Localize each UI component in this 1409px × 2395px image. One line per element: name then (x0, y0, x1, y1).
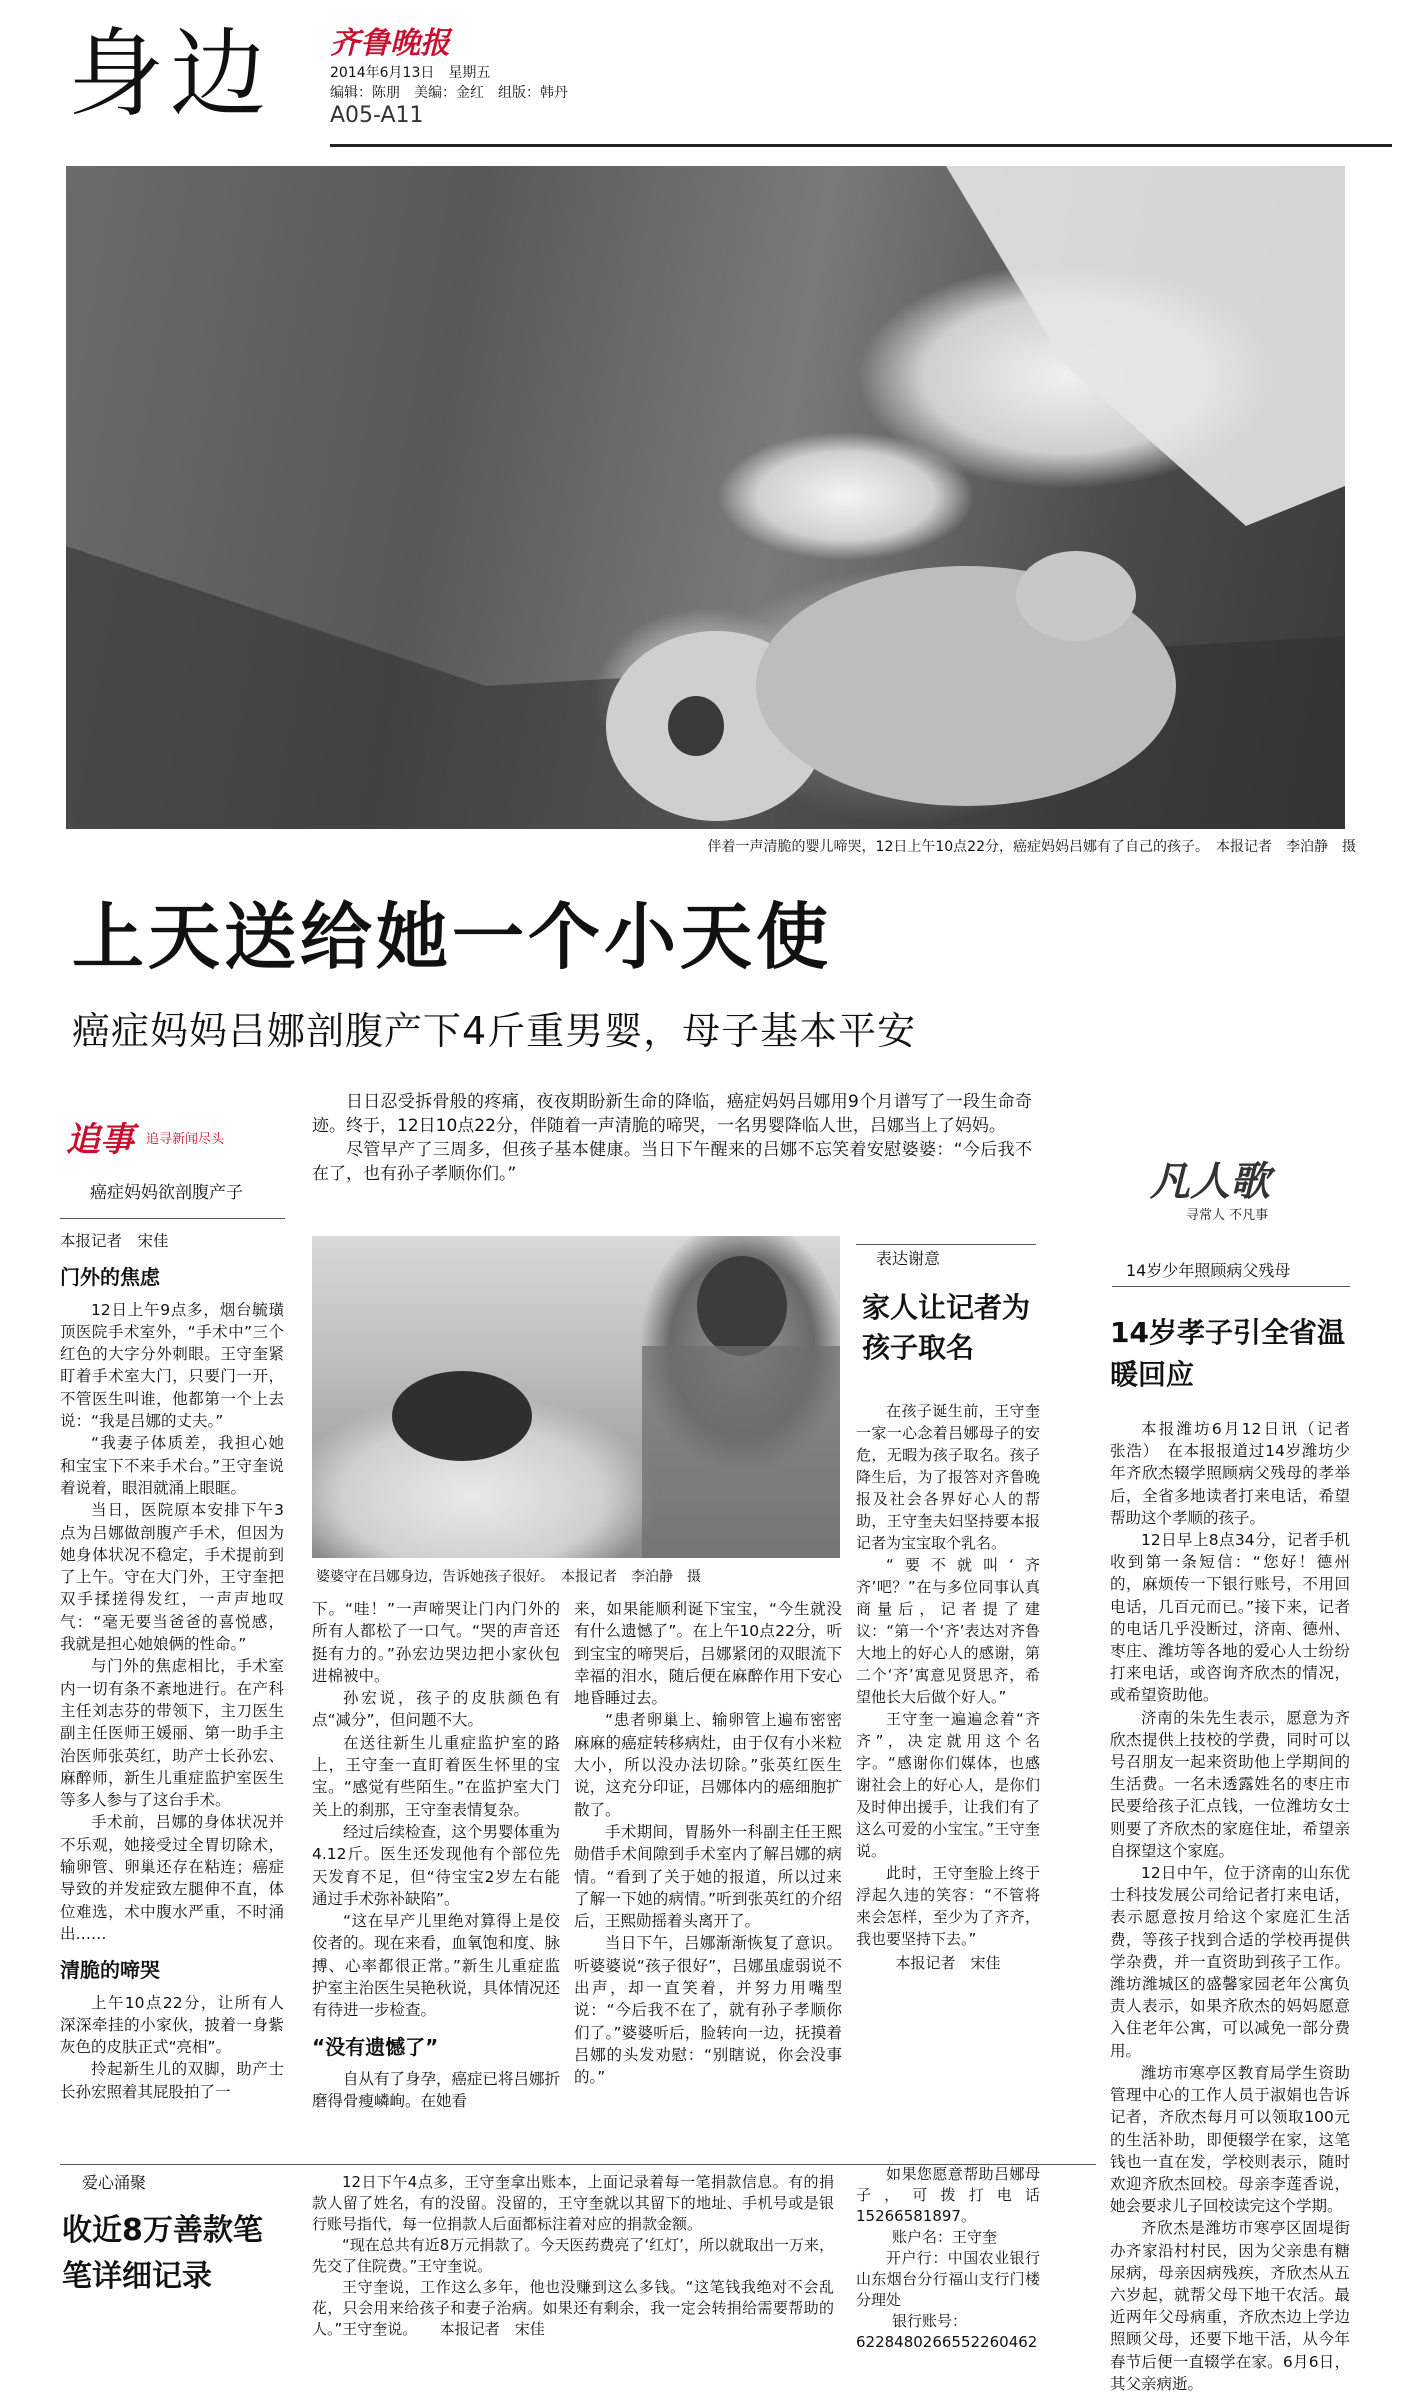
page-range: A05-A11 (330, 103, 424, 128)
lead-p1: 日日忍受拆骨般的疼痛，夜夜期盼新生命的降临，癌症妈妈吕娜用9个月谱写了一段生命奇迹。终于，12日10点22分，伴随着一声清脆的啼哭，一名男婴降临人世，吕娜当上了妈妈。 (312, 1092, 1032, 1136)
byline: 本报记者 宋佳 (60, 1232, 169, 1250)
zhuishi-slogan: 追寻新闻尽头 (146, 1132, 225, 1147)
zhuishi-logo (66, 1112, 266, 1162)
thanks-tag: 表达谢意 (876, 1249, 941, 1268)
col1-p7: 拎起新生儿的双脚，助产士长孙宏照着其屁股拍了一 (60, 2060, 284, 2101)
zhuishi-logo-text: 追事 (66, 1120, 134, 1160)
fanrenge-slogan: 寻常人 不凡事 (1186, 1208, 1269, 1223)
col1-p3: 当日，医院原本安排下午3点为吕娜做剖腹产手术，但因为她身体状况不稳定，手术提前到了上午。守在大门外，王守奎把双手揉搓得发红，一声声地叹气：“毫无要当爸爸的喜悦感，我就是担心她娘俩的性命。” (60, 1501, 284, 1654)
newborn-photo (66, 166, 1345, 829)
badge-label: 癌症妈妈欲剖腹产子 (90, 1183, 243, 1203)
col2-p6: 自从有了身孕，癌症已将吕娜折磨得骨瘦嶙峋。在她看 (312, 2069, 561, 2111)
col2-p4: 经过后续检查，这个男婴体重为4.12斤。医生还发现他有个部位先天发育不足，但“待宝宝2岁左右能通过手术弥补缺陷”。 (312, 1822, 561, 1908)
thanks-title: 家人让记者为孩子取名 (862, 1291, 1031, 1364)
bank-account-number: 6228480266552260462 (856, 2333, 1038, 2351)
fanrenge-label: 14岁少年照顾病父残母 (1126, 1261, 1291, 1280)
col5-p1: 本报潍坊6月12日讯（记者 张浩） 在本报报道过14岁潍坊少年齐欣杰辍学照顾病父残母的孝举后，全省多地读者打来电话，希望帮助这个孝顺的孩子。 (1110, 1420, 1366, 1527)
col1-p2: “我妻子体质差，我担心她和宝宝下不来手术台。”王守奎说着说着，眼泪就涌上眼眶。 (60, 1434, 284, 1497)
col3-p1: 来，如果能顺利诞下宝宝，“今生就没有什么遗憾了”。在上午10点22分，听到宝宝的啼哭后，吕娜紧闭的双眼流下幸福的泪水，随后便在麻醉作用下安心地昏睡过去。 (574, 1600, 842, 1708)
photo-caption: 伴着一声清脆的婴儿啼哭，12日上午10点22分，癌症妈妈吕娜有了自己的孩子。 本报记者 李泊静 摄 (707, 839, 1356, 855)
lead-p2: 尽管早产了三周多，但孩子基本健康。当日下午醒来的吕娜不忘笑着安慰婆婆：“今后我不在了，也有孙子孝顺你们。” (312, 1140, 1032, 1184)
article-col5 (1110, 1418, 1366, 2393)
bank-branch: 开户行：中国农业银行山东烟台分行福山支行门楼分理处 (856, 2249, 1040, 2309)
staff-line: 编辑：陈朋 美编：金红 组版：韩丹 (330, 85, 568, 101)
lead-paragraphs (312, 1090, 1032, 1186)
subhead-cry: 清脆的啼哭 (60, 1958, 160, 1983)
col3-p4: 当日下午，吕娜渐渐恢复了意识。听婆婆说“孩子很好”，吕娜虽虚弱说不出声，却一直笑着，并努力用嘴型说：“今后我不在了，就有孙子孝顺你们了。”婆婆听后，脸转向一边，抚摸着吕娜的头发劝慰：“别瞎说，你会没事的。” (574, 1934, 842, 2087)
col4-p4: 此时，王守奎脸上终于浮起久违的笑容：“不管将来会怎样，至少为了齐齐，我也要坚持下去。” (856, 1864, 1040, 1948)
col1-p5: 手术前，吕娜的身体状况并不乐观，她接受过全胃切除术，输卵管、卵巢还存在粘连；癌症导致的并发症致左腿伸不直，体位难选，术中腹水严重，不时涌出…… (60, 1813, 284, 1943)
article-col1 (60, 1230, 284, 2150)
header-rule (330, 144, 1392, 147)
fanrenge-logo-text: 凡人歌 (1150, 1159, 1270, 1205)
donation-title: 收近8万善款笔笔详细记录 (62, 2213, 263, 2294)
donation-p2: “现在总共有近8万元捐款了。今天医药费亮了‘红灯’，所以就取出一万来，先交了住院费。”王守奎说。 (312, 2236, 834, 2275)
bank-account-label: 银行账号： (892, 2312, 968, 2330)
col1-p6: 上午10点22分，让所有人深深牵挂的小家伙，披着一身紫灰色的皮肤正式“亮相”。 (60, 1993, 284, 2057)
col3-p2: “患者卵巢上、输卵管上遍布密密麻麻的癌症转移病灶，由于仅有小米粒大小，所以没办法切除。”张英红医生说，这充分印证，吕娜体内的癌细胞扩散了。 (574, 1711, 842, 1819)
donation-p1: 12日下午4点多，王守奎拿出账本，上面记录着每一笔捐款信息。有的捐款人留了姓名，有的没留。没留的，王守奎就以其留下的地址、手机号或是银行账号指代，每一位捐款人后面都标注着对应的捐款金额。 (312, 2173, 834, 2233)
col1-p4: 与门外的焦虑相比，手术室内一切有条不紊地进行。在产科主任刘志芬的带领下，主刀医生副主任医师王媛丽、第一助手主治医师张英红，助产士长孙宏、麻醉师，新生儿重症监护室医生等多人参与了这台手术。 (60, 1657, 284, 1810)
subhead-anxiety: 门外的焦虑 (60, 1265, 160, 1290)
col4-p1: 在孩子诞生前，王守奎一家一心念着吕娜母子的安危，无暇为孩子取名。孩子降生后，为了报答对齐鲁晚报及社会各界好心人的帮助，王守奎夫妇坚持要本报记者为宝宝取个乳名。 (856, 1402, 1040, 1552)
donation-p3: 王守奎说，工作这么多年，他也没赚到这么多钱。“这笔钱我绝对不会乱花，只会用来给孩子和妻子治病。如果还有剩余，我一定会转捐给需要帮助的人。”王守奎说。 本报记者 宋佳 (312, 2278, 834, 2338)
col5-p3: 济南的朱先生表示，愿意为齐欣杰提供上技校的学费，同时可以号召朋友一起来资助他上学期间的生活费。一名未透露姓名的枣庄市民要给孩子汇点钱，一位潍坊女士则要了齐欣杰的家庭住址，希望亲自探望这个家庭。 (1110, 1708, 1350, 1860)
col3-p3: 手术期间，胃肠外一科副主任王熙勋借手术间隙到手术室内了解吕娜的病情。“看到了关于她的报道，所以过来了解一下她的病情。”听到张英红的介绍后，王熙勋摇着头离开了。 (574, 1822, 842, 1931)
hospital-bed-photo (312, 1236, 840, 1558)
section-title: 身边 (68, 18, 272, 130)
headline: 上天送给她一个小天使 (72, 895, 833, 979)
badge-divider (60, 1218, 285, 1219)
article-col2 (312, 1598, 560, 2148)
col5-p2: 12日早上8点34分，记者手机收到第一条短信：“您好！德州的，麻烦传一下银行账号，不用回电话，几百元而已。”接下来，记者的电话几乎没断过，济南、德州、枣庄、潍坊等各地的爱心人士纷纷打来电话，或咨询齐欣杰的情况，或希望资助他。 (1110, 1531, 1350, 1705)
filial-title: 14岁孝子引全省温暖回应 (1110, 1316, 1345, 1391)
bed-photo-shapes (312, 1236, 840, 1558)
donation-body (312, 2172, 834, 2382)
bank-info (856, 2164, 1040, 2376)
col4-byline: 本报记者 宋佳 (895, 1954, 1001, 1972)
brand-logo: 齐鲁晚报 (330, 26, 450, 61)
col2-p1: 下。“哇！”一声啼哭让门内门外的所有人都松了一口气。“哭的声音还挺有力的。”孙宏边哭边把小家伙包进棉被中。 (312, 1600, 560, 1685)
col4-p2: “要不就叫‘齐齐’吧？”在与多位同事认真商量后，记者提了建议：“第一个‘齐’表达对齐鲁大地上的好心人的感谢，第二个‘齐’寓意见贤思齐，希望他长大后做个好人。” (856, 1556, 1040, 1706)
bank-intro: 如果您愿意帮助吕娜母子，可拨打电话15266581897。 (856, 2165, 1040, 2225)
date-line: 2014年6月13日 星期五 (330, 65, 491, 81)
col2-p2: 孙宏说，孩子的皮肤颜色有点“减分”，但问题不大。 (312, 1689, 560, 1730)
article-col3 (574, 1598, 842, 2148)
subheadline: 癌症妈妈吕娜剖腹产下4斤重男婴，母子基本平安 (72, 1009, 917, 1053)
subhead-no-regrets: “没有遗憾了” (312, 2034, 439, 2059)
col4-top-rule (856, 1244, 1036, 1245)
article-col4 (856, 1400, 1040, 1972)
col5-p4: 12日中午，位于济南的山东优士科技发展公司给记者打来电话，表示愿意按月给这个家庭汇生活费，等孩子找到合适的学校再提供学杂费，并一直资助到孩子工作。潍坊潍城区的盛馨家园老年公寓负责人表示，如果齐欣杰的妈妈愿意入住老年公寓，可以减免一部分费用。 (1110, 1864, 1350, 2060)
col1-p1: 12日上午9点多，烟台毓璜顶医院手术室外，“手术中”三个红色的大字分外刺眼。王守奎紧盯着手术室大门，只要门一开，不管医生叫谁，他都第一个上去说：“我是吕娜的丈夫。” (60, 1300, 284, 1431)
col2-p5: “这在早产儿里绝对算得上是佼佼者的。现在来看，血氧饱和度、脉搏、心率都很正常。”新生儿重症监护室主治医生吴艳秋说，具体情况还有待进一步检查。 (312, 1912, 561, 2020)
bank-account-name: 账户名：王守奎 (892, 2228, 998, 2246)
col2-p3: 在送往新生儿重症监护室的路上，王守奎一直盯着医生怀里的宝宝。“感觉有些陌生。”在监护室大门关上的刹那，王守奎表情复杂。 (312, 1733, 560, 1819)
col5-rule (1112, 1286, 1350, 1287)
inner-photo-caption: 婆婆守在吕娜身边，告诉她孩子很好。 本报记者 李泊静 摄 (316, 1569, 701, 1585)
fanrenge-logo (1150, 1150, 1310, 1223)
col5-p5: 潍坊市寒亭区教育局学生资助管理中心的工作人员于淑娟也告诉记者，齐欣杰每月可以领取100元的生活补助，即便辍学在家，这笔钱也一直在发，学校则表示，随时欢迎齐欣杰回校。母亲李莲香说，她会要求儿子回校读完这个学期。 (1110, 2063, 1350, 2216)
col5-p6: 齐欣杰是潍坊市寒亭区固堤街办齐家沿村村民，因为父亲患有糖尿病，母亲因病残疾，齐欣杰从五六岁起，就帮父母下地干农活。最近两年父母病重，齐欣杰边上学边照顾父母，还要下地干活，从今年春节后便一直辍学在家。6月6日，其父亲病逝。 (1110, 2219, 1350, 2393)
photo-shapes (66, 166, 1345, 829)
donation-tag: 爱心涌聚 (82, 2173, 147, 2192)
col4-p3: 王守奎一遍遍念着“齐齐”，决定就用这个名字。“感谢你们媒体，也感谢社会上的好心人，是你们及时伸出援手，让我们有了这么可爱的小宝宝。”王守奎说。 (856, 1710, 1040, 1860)
